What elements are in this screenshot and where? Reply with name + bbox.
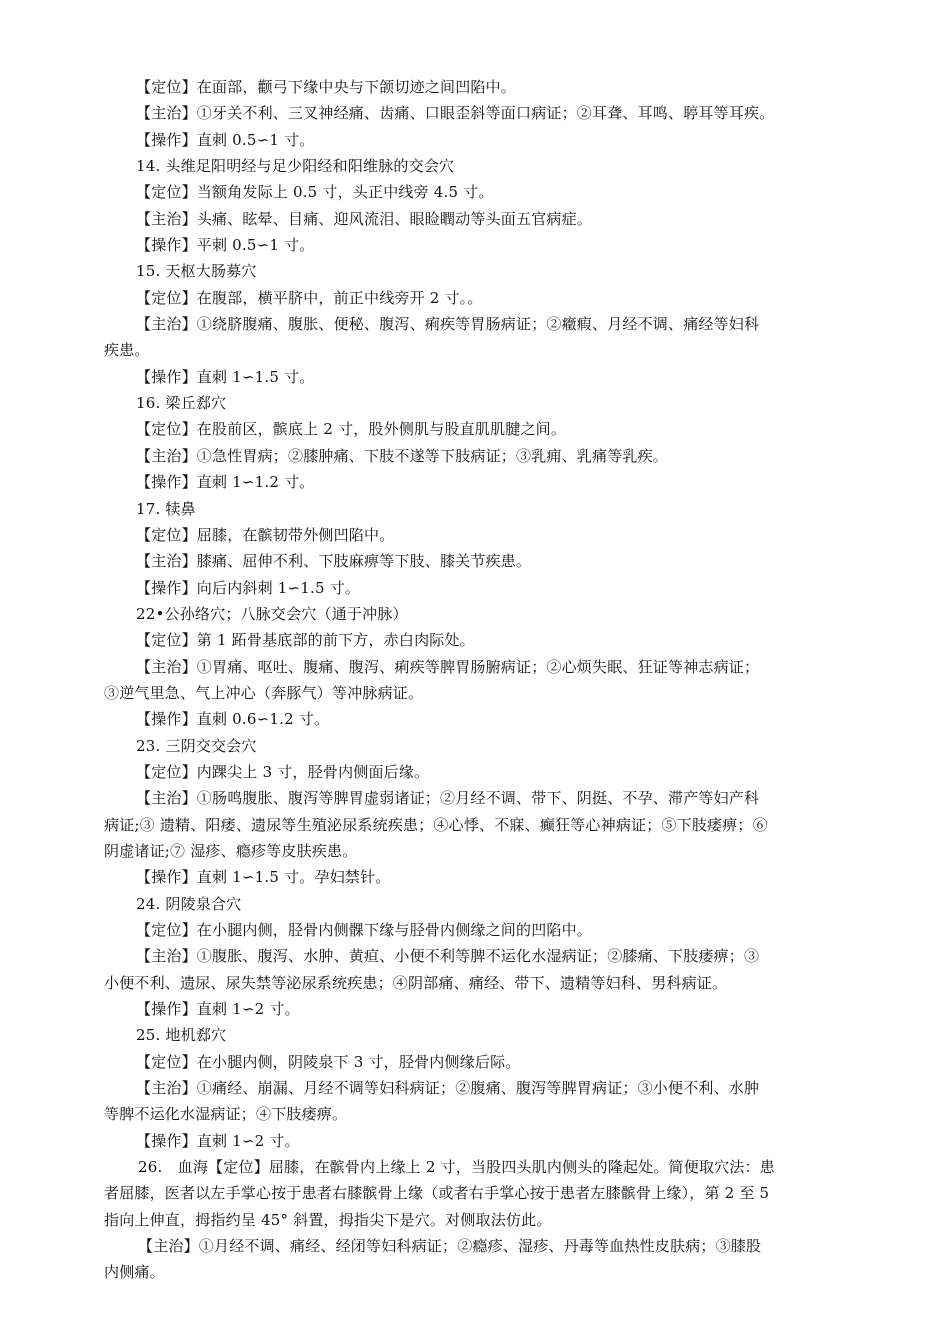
section-heading: 23. 三阴交交会穴 [136, 736, 257, 755]
text-line: 【定位】在小腿内侧，胫骨内侧髁下缘与胫骨内侧缘之间的凹陷中。 [136, 921, 593, 939]
text-line: 【主治】①绕脐腹痛、腹胀、便秘、腹泻、痢疾等胃肠病证；②癥瘕、月经不调、痛经等妇科 [136, 315, 760, 334]
text-line: 【定位】屈膝，在髌韧带外侧凹陷中。 [136, 525, 395, 544]
text-line: 【主治】①急性胃病；②膝肿痛、下肢不遂等下肢病证；③乳痈、乳痛等乳疾。 [136, 446, 669, 465]
document-body [104, 74, 844, 1286]
text-line: 【定位】第 1 跖骨基底部的前下方，赤白肉际处。 [136, 631, 475, 650]
section-heading: 24. 阴陵泉合穴 [136, 894, 242, 913]
text-line: 【主治】①腹胀、腹泻、水肿、黄疸、小便不利等脾不运化水湿病证；②膝痛、下肢痿痹；③ [136, 947, 760, 966]
text-line: 【定位】内踝尖上 3 寸，胫骨内侧面后缘。 [136, 762, 430, 781]
text-line: 【主治】①胃痛、呕吐、腹痛、腹泻、痢疾等脾胃肠腑病证；②心烦失眠、狂证等神志病证； [136, 657, 760, 676]
text-line: 【操作】直刺 0.6∽1.2 寸。 [136, 710, 330, 729]
text-line: 【定位】在面部，颧弓下缘中央与下颌切迹之间凹陷中。 [136, 78, 517, 96]
section-heading: 22•公孙络穴；八脉交会穴（通于冲脉） [136, 604, 408, 623]
text-line: 【操作】直刺 1∽1.5 寸。 [136, 367, 315, 386]
text-line: 【主治】①月经不调、痛经、经闭等妇科病证；②瘾疹、湿疹、丹毒等血热性皮肤病；③膝股 [138, 1237, 762, 1256]
section-heading: 16. 梁丘郄穴 [136, 394, 227, 413]
text-line: ③逆气里急、气上冲心（奔豚气）等冲脉病证。 [104, 683, 424, 702]
text-line: 阴虚诸证;⑦ 湿疹、瘾疹等皮肤疾患。 [104, 841, 358, 860]
section-heading: 14. 头维足阳明经与足少阳经和阳维脉的交会穴 [136, 157, 455, 176]
text-line: 【定位】在腹部，横平脐中，前正中线旁开 2 寸。。 [136, 288, 483, 307]
text-line: 【定位】在小腿内侧，阴陵泉下 3 寸，胫骨内侧缘后际。 [136, 1052, 521, 1071]
text-line: 【主治】①痛经、崩漏、月经不调等妇科病证；②腹痛、腹泻等脾胃病证；③小便不利、水肿 [136, 1079, 760, 1098]
text-line: 【主治】膝痛、屈伸不利、下肢麻痹等下肢、膝关节疾患。 [136, 552, 532, 571]
text-line: 【主治】①牙关不利、三叉神经痛、齿痛、口眼歪斜等面口病证；②耳聋、耳鸣、聤耳等耳疾。 [136, 104, 775, 123]
section-heading: 25. 地机郄穴 [136, 1026, 227, 1045]
text-line: 【操作】直刺 1∽1.2 寸。 [136, 473, 315, 492]
text-line: 【操作】直刺 1∽2 寸。 [136, 1131, 300, 1150]
section-heading: 15. 天枢大肠募穴 [136, 262, 257, 281]
text-line: 【操作】向后内斜刺 1∽1.5 寸。 [136, 578, 361, 597]
text-line: 【主治】头痛、眩晕、目痛、迎风流泪、眼睑瞤动等头面五官病症。 [136, 209, 593, 228]
text-line: 小便不利、遗尿、尿失禁等泌尿系统疾患；④阴部痛、痛经、带下、遗精等妇科、男科病证。 [104, 973, 728, 992]
text-line: 【定位】在股前区，髌底上 2 寸，股外侧肌与股直肌肌腱之间。 [136, 420, 567, 439]
text-line: 【操作】直刺 1∽1.5 寸。孕妇禁针。 [136, 868, 391, 887]
text-line: 【定位】当额角发际上 0.5 寸，头正中线旁 4.5 寸。 [136, 183, 494, 202]
text-line: 等脾不运化水湿病证；④下肢痿痹。 [104, 1105, 348, 1124]
text-line: 【主治】①肠鸣腹胀、腹泻等脾胃虚弱诸证；②月经不调、带下、阴挺、不孕、滞产等妇产科 [136, 789, 760, 808]
section-heading: 26. 血海【定位】屈膝，在髌骨内上缘上 2 寸，当股四头肌内侧头的隆起处。简便取穴法：患 [138, 1158, 775, 1177]
text-line: 者屈膝，医者以左手掌心按于患者右膝髌骨上缘（或者右手掌心按于患者左膝髌骨上缘），第 2 至 5 [104, 1184, 770, 1203]
section-heading: 17. 犊鼻 [136, 499, 196, 518]
text-line: 【操作】直刺 1∽2 寸。 [136, 1000, 300, 1019]
text-line: 指向上伸直，拇指约呈 45° 斜置，拇指尖下是穴。对侧取法仿此。 [104, 1210, 552, 1229]
text-line: 病证;③ 遗精、阳痿、遗尿等生殖泌尿系统疾患；④心悸、不寐、癫狂等心神病证；⑤下肢痿痹；⑥ [104, 815, 768, 834]
text-line: 【操作】平刺 0.5∽1 寸。 [136, 236, 315, 255]
text-line: 疾患。 [104, 341, 150, 360]
text-line: 【操作】直刺 0.5∽1 寸。 [136, 130, 315, 149]
text-line: 内侧痛。 [104, 1263, 165, 1282]
